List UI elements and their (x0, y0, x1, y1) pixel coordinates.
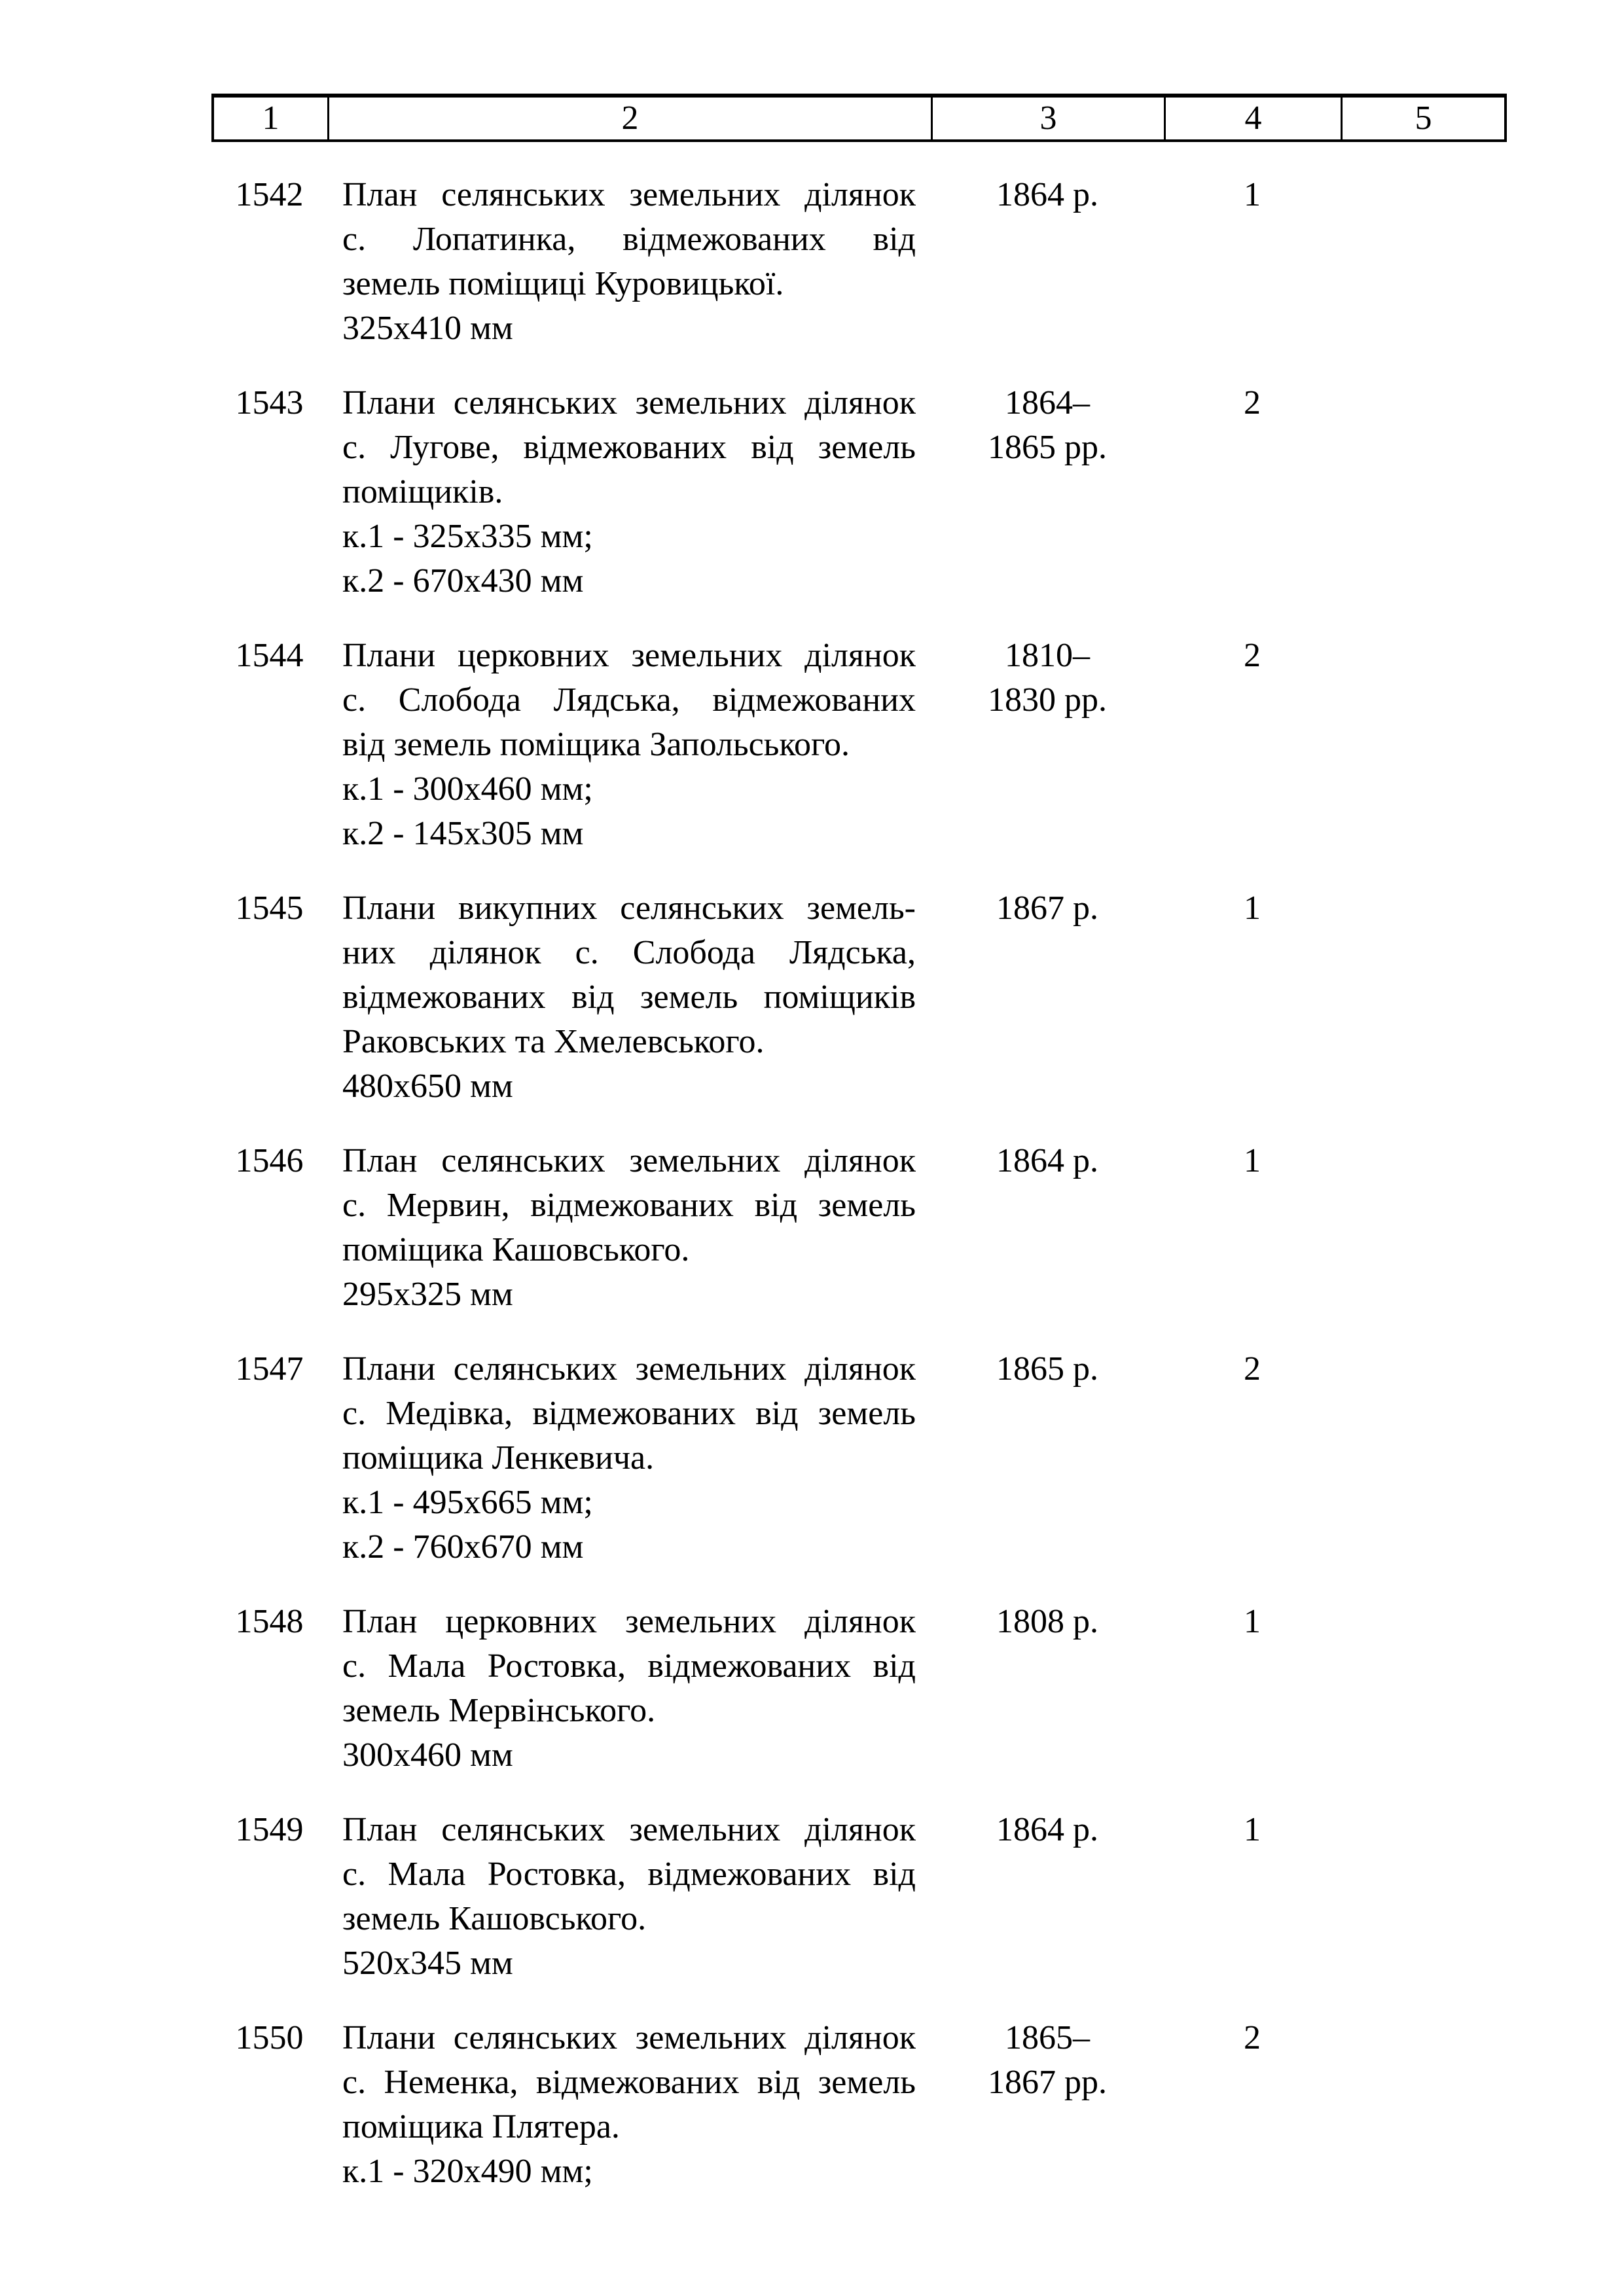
row-description (327, 886, 931, 1109)
header-column-5: 5 (1341, 98, 1504, 139)
row-description (327, 1139, 931, 1317)
description-line: к.2 - 670х430 мм (342, 562, 584, 600)
description-line: План селянських земельних ділянок (342, 1811, 916, 1848)
row-quantity: 1 (1244, 176, 1261, 213)
date-line: 1867 рр. (988, 2064, 1107, 2101)
description-line: відмежованих від земель поміщиків (342, 978, 916, 1016)
row-description (327, 1600, 931, 1778)
description-line: с. Мала Ростовка, відмежованих від (342, 1647, 916, 1685)
description-line: План церковних земельних ділянок (342, 1603, 916, 1640)
date-line: 1867 р. (996, 889, 1098, 927)
row-date (931, 1808, 1164, 1852)
description-line: земель поміщиці Куровицької. (342, 265, 784, 302)
description-line: Плани викупних селянських земель- (342, 889, 916, 927)
row-description (327, 2016, 931, 2194)
description-line: к.2 - 760х670 мм (342, 1528, 584, 1566)
description-line: к.2 - 145х305 мм (342, 815, 584, 852)
row-date (931, 1139, 1164, 1183)
inventory-row-1544 (211, 634, 1507, 856)
description-line: від земель поміщика Запольського. (342, 726, 850, 763)
description-line: с. Мервин, відмежованих від земель (342, 1187, 916, 1224)
row-note (1341, 173, 1507, 217)
description-line: Плани селянських земельних ділянок (342, 2019, 916, 2056)
row-quantity: 1 (1244, 889, 1261, 927)
description-line: с. Мала Ростовка, відмежованих від (342, 1856, 916, 1893)
description-line: Плани селянських земельних ділянок (342, 1350, 916, 1388)
description-line: План селянських земельних ділянок (342, 176, 916, 213)
row-description (327, 1347, 931, 1570)
header-column-2: 2 (327, 98, 931, 139)
row-number: 1544 (235, 637, 304, 674)
inventory-row-1546 (211, 1139, 1507, 1317)
description-line: с. Медівка, відмежованих від земель (342, 1395, 916, 1432)
row-description (327, 1808, 931, 1986)
date-line: 1864 р. (996, 1811, 1098, 1848)
row-note (1341, 1139, 1507, 1183)
date-line: 1865 р. (996, 1350, 1098, 1388)
description-line: с. Лугове, відмежованих від земель (342, 429, 916, 466)
inventory-row-1547 (211, 1347, 1507, 1570)
row-note (1341, 886, 1507, 931)
inventory-entries (211, 173, 1507, 2224)
row-quantity: 2 (1244, 384, 1261, 422)
description-line: земель Кашовського. (342, 1900, 647, 1937)
row-quantity: 2 (1244, 637, 1261, 674)
date-line: 1864– (1005, 384, 1090, 422)
header-column-1: 1 (262, 99, 280, 137)
row-quantity: 2 (1244, 1350, 1261, 1388)
date-line: 1865 рр. (988, 429, 1107, 466)
description-line: поміщиків. (342, 473, 503, 511)
header-column-3: 3 (931, 98, 1164, 139)
description-line: Плани церковних земельних ділянок (342, 637, 916, 674)
row-note (1341, 634, 1507, 678)
description-line: к.1 - 325х335 мм; (342, 518, 593, 555)
row-number: 1543 (235, 384, 304, 422)
date-line: 1830 рр. (988, 681, 1107, 719)
row-quantity: 2 (1244, 2019, 1261, 2056)
description-line: поміщика Плятера. (342, 2108, 620, 2145)
description-line: к.1 - 320х490 мм; (342, 2153, 593, 2190)
description-line: 325х410 мм (342, 310, 513, 347)
row-number: 1549 (235, 1811, 304, 1848)
description-line: 480х650 мм (342, 1067, 513, 1105)
description-line: с. Лопатинка, відмежованих від (342, 221, 916, 258)
row-number: 1548 (235, 1603, 304, 1640)
description-line: с. Неменка, відмежованих від земель (342, 2064, 916, 2101)
row-date (931, 1600, 1164, 1644)
inventory-row-1543 (211, 381, 1507, 603)
inventory-row-1542 (211, 173, 1507, 351)
date-line: 1810– (1005, 637, 1090, 674)
description-line: 520х345 мм (342, 1945, 513, 1982)
header-column-4: 4 (1164, 98, 1341, 139)
row-date (931, 1347, 1164, 1391)
description-line: них ділянок с. Слобода Лядська, (342, 934, 916, 971)
row-quantity: 1 (1244, 1603, 1261, 1640)
row-number: 1546 (235, 1142, 304, 1179)
inventory-row-1548 (211, 1600, 1507, 1778)
row-number: 1545 (235, 889, 304, 927)
row-date (931, 381, 1164, 470)
row-note (1341, 1600, 1507, 1644)
date-line: 1864 р. (996, 176, 1098, 213)
description-line: Плани селянських земельних ділянок (342, 384, 916, 422)
date-line: 1808 р. (996, 1603, 1098, 1640)
row-date (931, 173, 1164, 217)
row-description (327, 634, 931, 856)
row-note (1341, 2016, 1507, 2060)
column-number-header-row (211, 94, 1507, 142)
inventory-row-1550 (211, 2016, 1507, 2194)
row-date (931, 634, 1164, 723)
row-note (1341, 1347, 1507, 1391)
row-quantity: 1 (1244, 1142, 1261, 1179)
row-note (1341, 381, 1507, 425)
row-note (1341, 1808, 1507, 1852)
inventory-row-1545 (211, 886, 1507, 1109)
date-line: 1865– (1005, 2019, 1090, 2056)
row-description (327, 381, 931, 603)
row-quantity: 1 (1244, 1811, 1261, 1848)
description-line: к.1 - 300х460 мм; (342, 770, 593, 808)
row-date (931, 2016, 1164, 2105)
description-line: земель Мервінського. (342, 1692, 656, 1729)
row-date (931, 886, 1164, 931)
description-line: поміщика Ленкевича. (342, 1439, 655, 1477)
row-number: 1542 (235, 176, 304, 213)
description-line: к.1 - 495х665 мм; (342, 1484, 593, 1521)
row-number: 1550 (235, 2019, 304, 2056)
description-line: с. Слобода Лядська, відмежованих (342, 681, 916, 719)
description-line: Раковських та Хмелевського. (342, 1023, 765, 1060)
description-line: 300х460 мм (342, 1736, 513, 1774)
date-line: 1864 р. (996, 1142, 1098, 1179)
description-line: 295х325 мм (342, 1276, 513, 1313)
description-line: План селянських земельних ділянок (342, 1142, 916, 1179)
row-description (327, 173, 931, 351)
row-number: 1547 (235, 1350, 304, 1388)
description-line: поміщика Кашовського. (342, 1231, 690, 1268)
inventory-row-1549 (211, 1808, 1507, 1986)
